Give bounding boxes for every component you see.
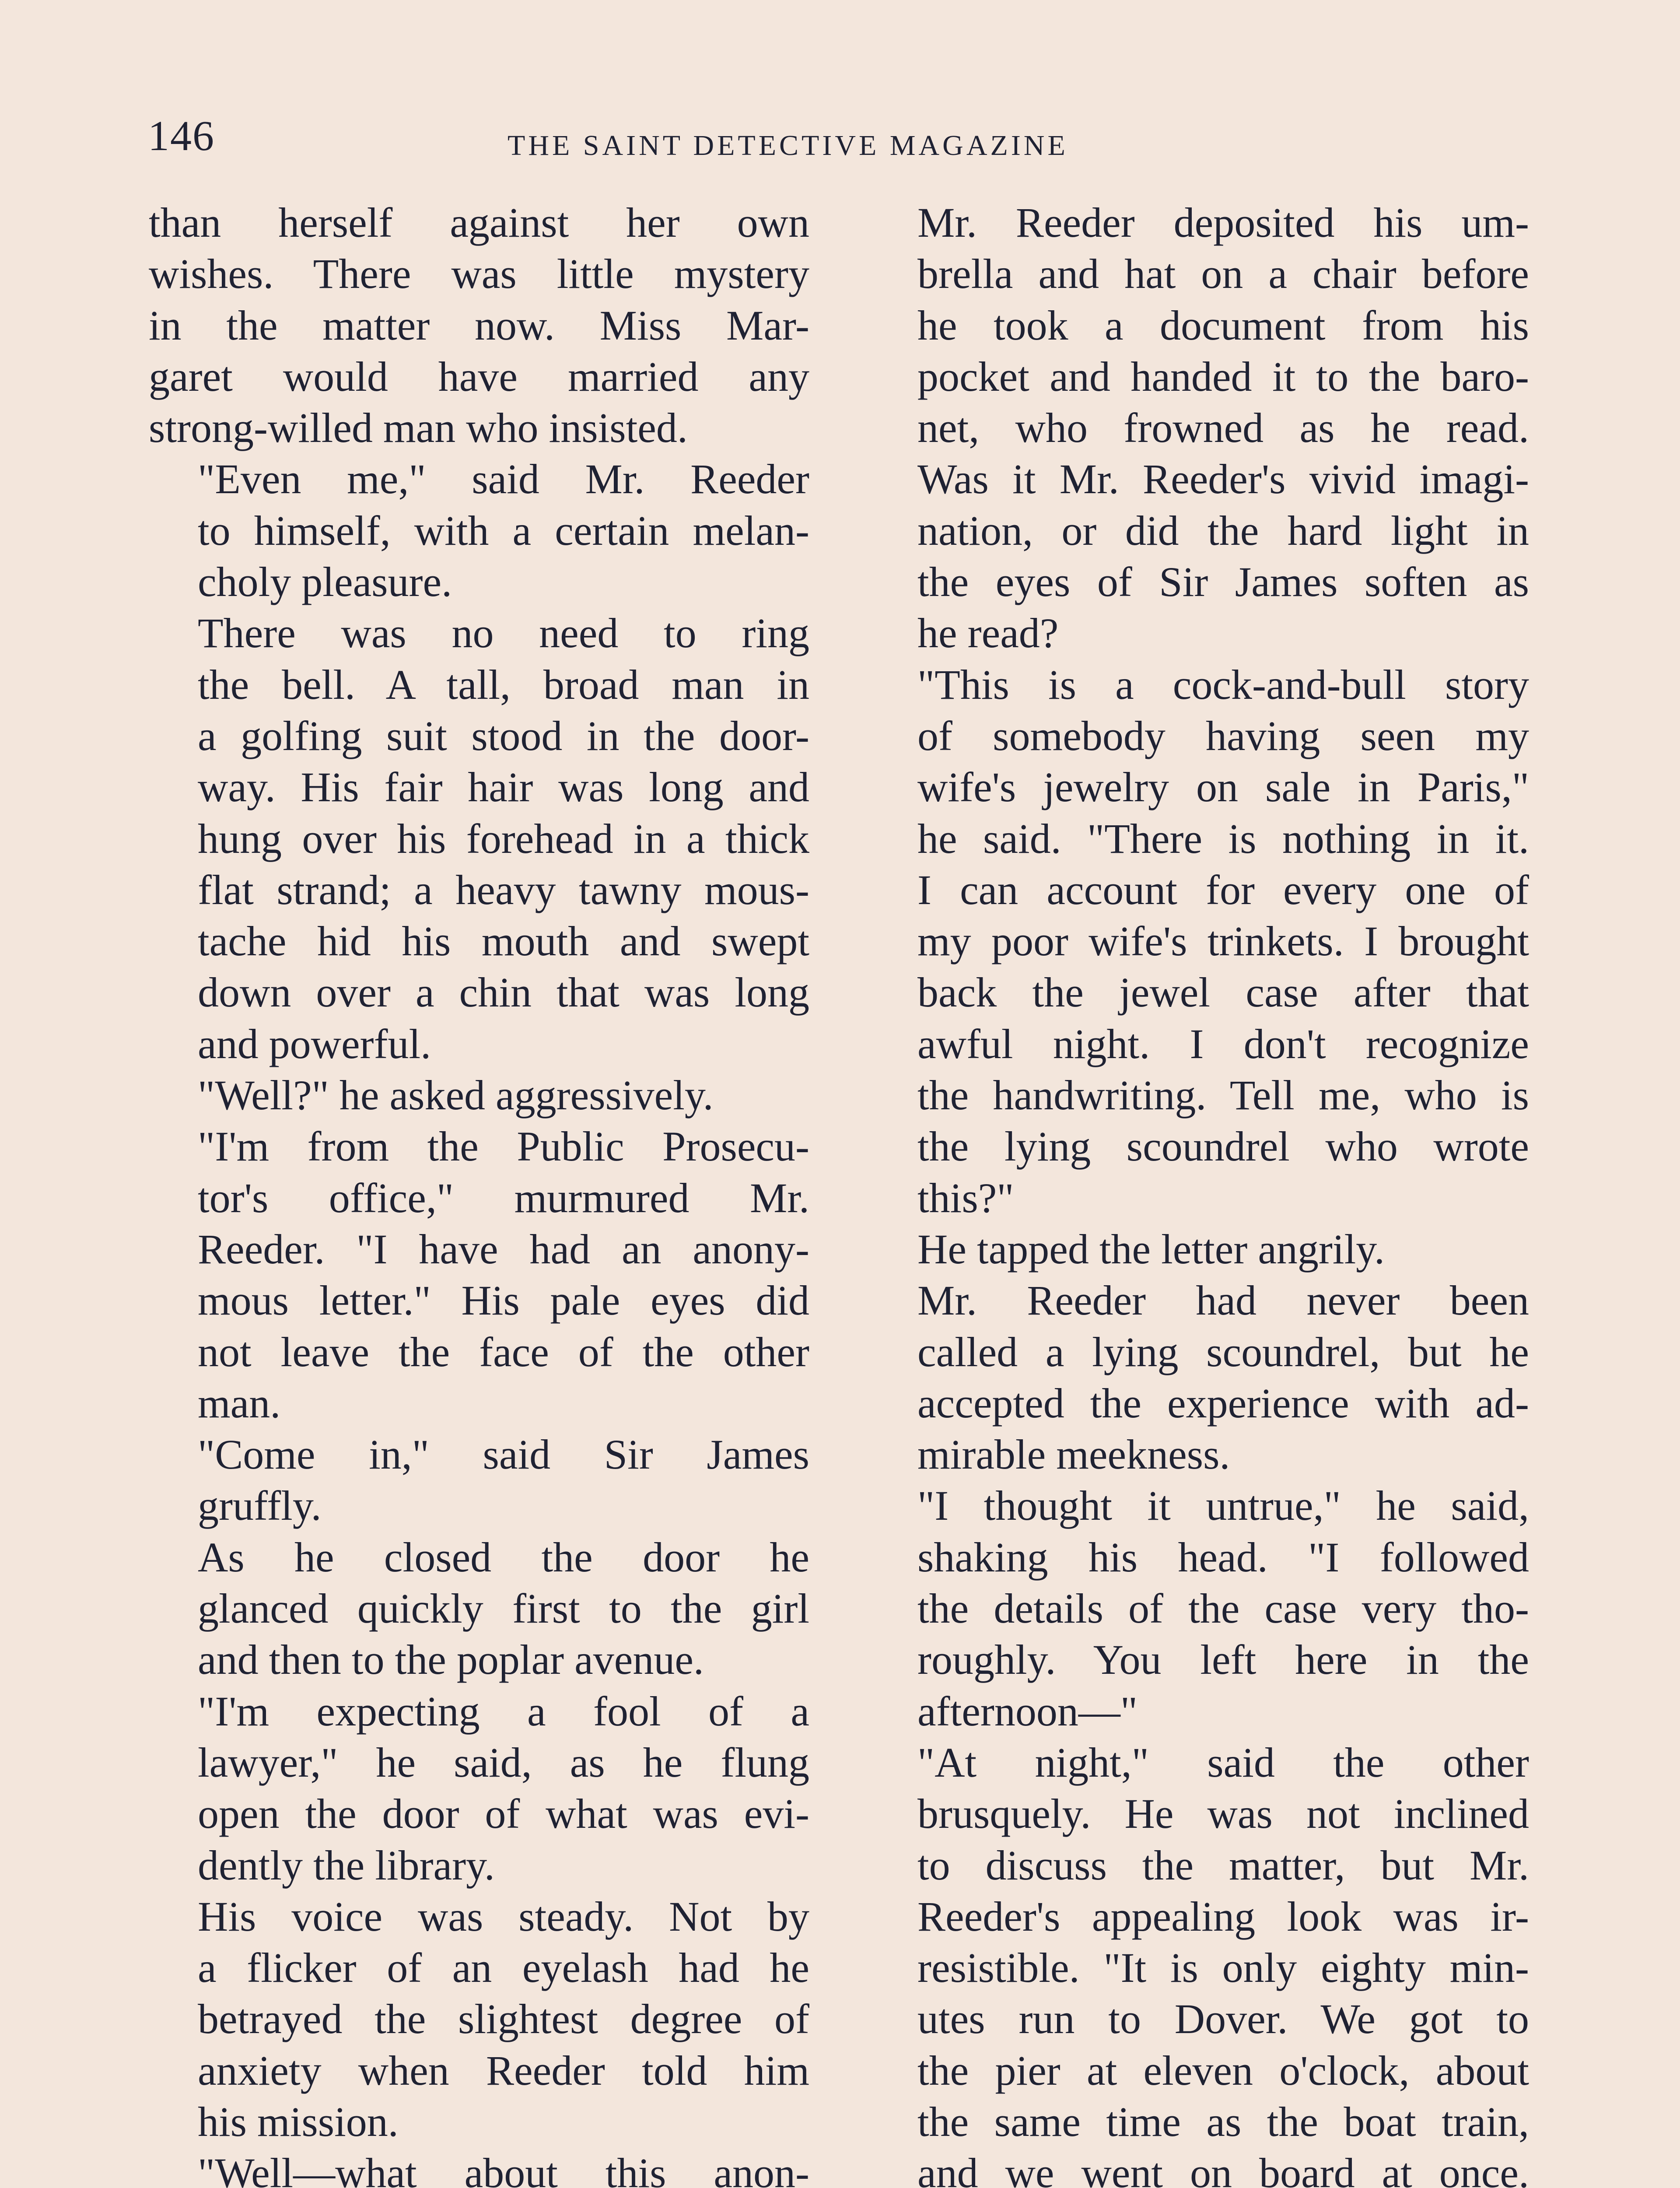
text-line: glanced quickly first to the girl [198, 1585, 809, 1632]
text-line: a golfing suit stood in the door- [198, 712, 809, 759]
text-line: afternoon—" [917, 1687, 1138, 1735]
text-line: His voice was steady. Not by [198, 1893, 809, 1940]
text-line: "Well—what about this anon- [198, 2149, 809, 2188]
paragraph [149, 1532, 809, 1686]
text-line: Was it Mr. Reeder's vivid imagi- [917, 456, 1529, 503]
text-line: the bell. A tall, broad man in [198, 661, 809, 708]
text-line: the same time as the boat train, [917, 2098, 1529, 2145]
text-line: accepted the experience with ad- [917, 1379, 1529, 1427]
text-line: tor's office," murmured Mr. [198, 1174, 809, 1221]
text-line: down over a chin that was long [198, 969, 809, 1016]
text-line: Reeder's appealing look was ir- [917, 1893, 1529, 1940]
text-line: his mission. [198, 2098, 399, 2145]
text-line: strong-willed man who insisted. [149, 404, 688, 452]
text-line: brella and hat on a chair before [917, 250, 1529, 298]
text-line: nation, or did the hard light in [917, 507, 1529, 554]
text-line: "At night," said the other [917, 1739, 1529, 1786]
text-line: to himself, with a certain melan- [198, 507, 809, 554]
text-line: Mr. Reeder had never been [917, 1277, 1529, 1324]
text-line: net, who frowned as he read. [917, 404, 1529, 452]
text-line: lawyer," he said, as he flung [198, 1739, 809, 1786]
text-line: roughly. You left here in the [917, 1636, 1529, 1683]
text-line: dently the library. [198, 1841, 495, 1889]
text-line: tache hid his mouth and swept [198, 918, 809, 965]
text-line: betrayed the slightest degree of [198, 1995, 809, 2043]
paragraph [149, 607, 809, 1069]
text-line: wife's jewelry on sale in Paris," [917, 764, 1529, 811]
text-line: open the door of what was evi- [198, 1790, 809, 1837]
paragraph [868, 1480, 1529, 1736]
text-line: Mr. Reeder deposited his um- [917, 199, 1529, 246]
text-line: utes run to Dover. We got to [917, 1995, 1529, 2043]
paragraph [868, 1275, 1529, 1480]
text-line: He tapped the letter angrily. [917, 1225, 1385, 1273]
text-line: As he closed the door he [198, 1533, 809, 1581]
text-line: than herself against her own [149, 199, 809, 246]
text-line: the details of the case very tho- [917, 1585, 1529, 1632]
text-line: the lying scoundrel who wrote [917, 1123, 1529, 1170]
text-line: the handwriting. Tell me, who is [917, 1072, 1529, 1119]
text-line: called a lying scoundrel, but he [917, 1328, 1529, 1375]
text-line: he said. "There is nothing in it. [917, 815, 1529, 862]
text-line: brusquely. He was not inclined [917, 1790, 1529, 1837]
text-line: hung over his forehead in a thick [198, 815, 809, 862]
left-column [149, 197, 809, 2188]
text-line: anxiety when Reeder told him [198, 2047, 809, 2094]
text-line: resistible. "It is only eighty min- [917, 1944, 1529, 1992]
text-line: wishes. There was little mystery [149, 250, 809, 298]
text-line: a flicker of an eyelash had he [198, 1944, 809, 1992]
paragraph [868, 1224, 1529, 1275]
text-line: man. [198, 1379, 281, 1427]
text-line: "Come in," said Sir James [198, 1431, 809, 1478]
text-line: mirable meekness. [917, 1431, 1230, 1478]
paragraph [149, 453, 809, 607]
text-line: shaking his head. "I followed [917, 1533, 1529, 1581]
text-line: mous letter." His pale eyes did [198, 1277, 809, 1324]
text-line: Reeder. "I have had an anony- [198, 1225, 809, 1273]
paragraph [868, 659, 1529, 1224]
paragraph [149, 2147, 809, 2188]
paragraph [868, 197, 1529, 659]
text-line: the eyes of Sir James soften as [917, 558, 1529, 606]
paragraph [149, 197, 809, 453]
text-line: my poor wife's trinkets. I brought [917, 918, 1529, 965]
text-line: I can account for every one of [917, 866, 1529, 913]
text-line: this?" [917, 1174, 1014, 1221]
text-line: to discuss the matter, but Mr. [917, 1841, 1529, 1889]
text-line: awful night. I don't recognize [917, 1020, 1529, 1067]
text-line: gruffly. [198, 1482, 322, 1529]
paragraph [149, 1121, 809, 1429]
text-line: "Well?" he asked aggressively. [198, 1072, 714, 1119]
page-number: 146 [148, 112, 215, 160]
text-line: "I'm expecting a fool of a [198, 1687, 809, 1735]
text-line: There was no need to ring [198, 610, 809, 657]
text-line: and powerful. [198, 1020, 431, 1067]
text-line: he read? [917, 610, 1059, 657]
text-line: not leave the face of the other [198, 1328, 809, 1375]
text-line: way. His fair hair was long and [198, 764, 809, 811]
text-line: and then to the poplar avenue. [198, 1636, 704, 1683]
paragraph [149, 1429, 809, 1532]
text-line: in the matter now. Miss Mar- [149, 302, 809, 349]
text-line: pocket and handed it to the baro- [917, 353, 1529, 400]
text-line: flat strand; a heavy tawny mous- [198, 866, 809, 913]
paragraph [868, 1737, 1529, 2188]
text-line: "Even me," said Mr. Reeder [198, 456, 809, 503]
text-line: he took a document from his [917, 302, 1529, 349]
text-line: "I'm from the Public Prosecu- [198, 1123, 809, 1170]
paragraph [149, 1891, 809, 2147]
text-line: "This is a cock-and-bull story [917, 661, 1529, 708]
text-line: and we went on board at once. [917, 2149, 1529, 2188]
right-column [868, 197, 1529, 2188]
paragraph [149, 1686, 809, 1891]
text-line: the pier at eleven o'clock, about [917, 2047, 1529, 2094]
paragraph [149, 1069, 809, 1121]
running-head: THE SAINT DETECTIVE MAGAZINE [508, 130, 1068, 161]
text-line: back the jewel case after that [917, 969, 1529, 1016]
text-line: of somebody having seen my [917, 712, 1529, 759]
text-line: garet would have married any [149, 353, 809, 400]
text-line: choly pleasure. [198, 558, 452, 606]
text-line: "I thought it untrue," he said, [917, 1482, 1529, 1529]
